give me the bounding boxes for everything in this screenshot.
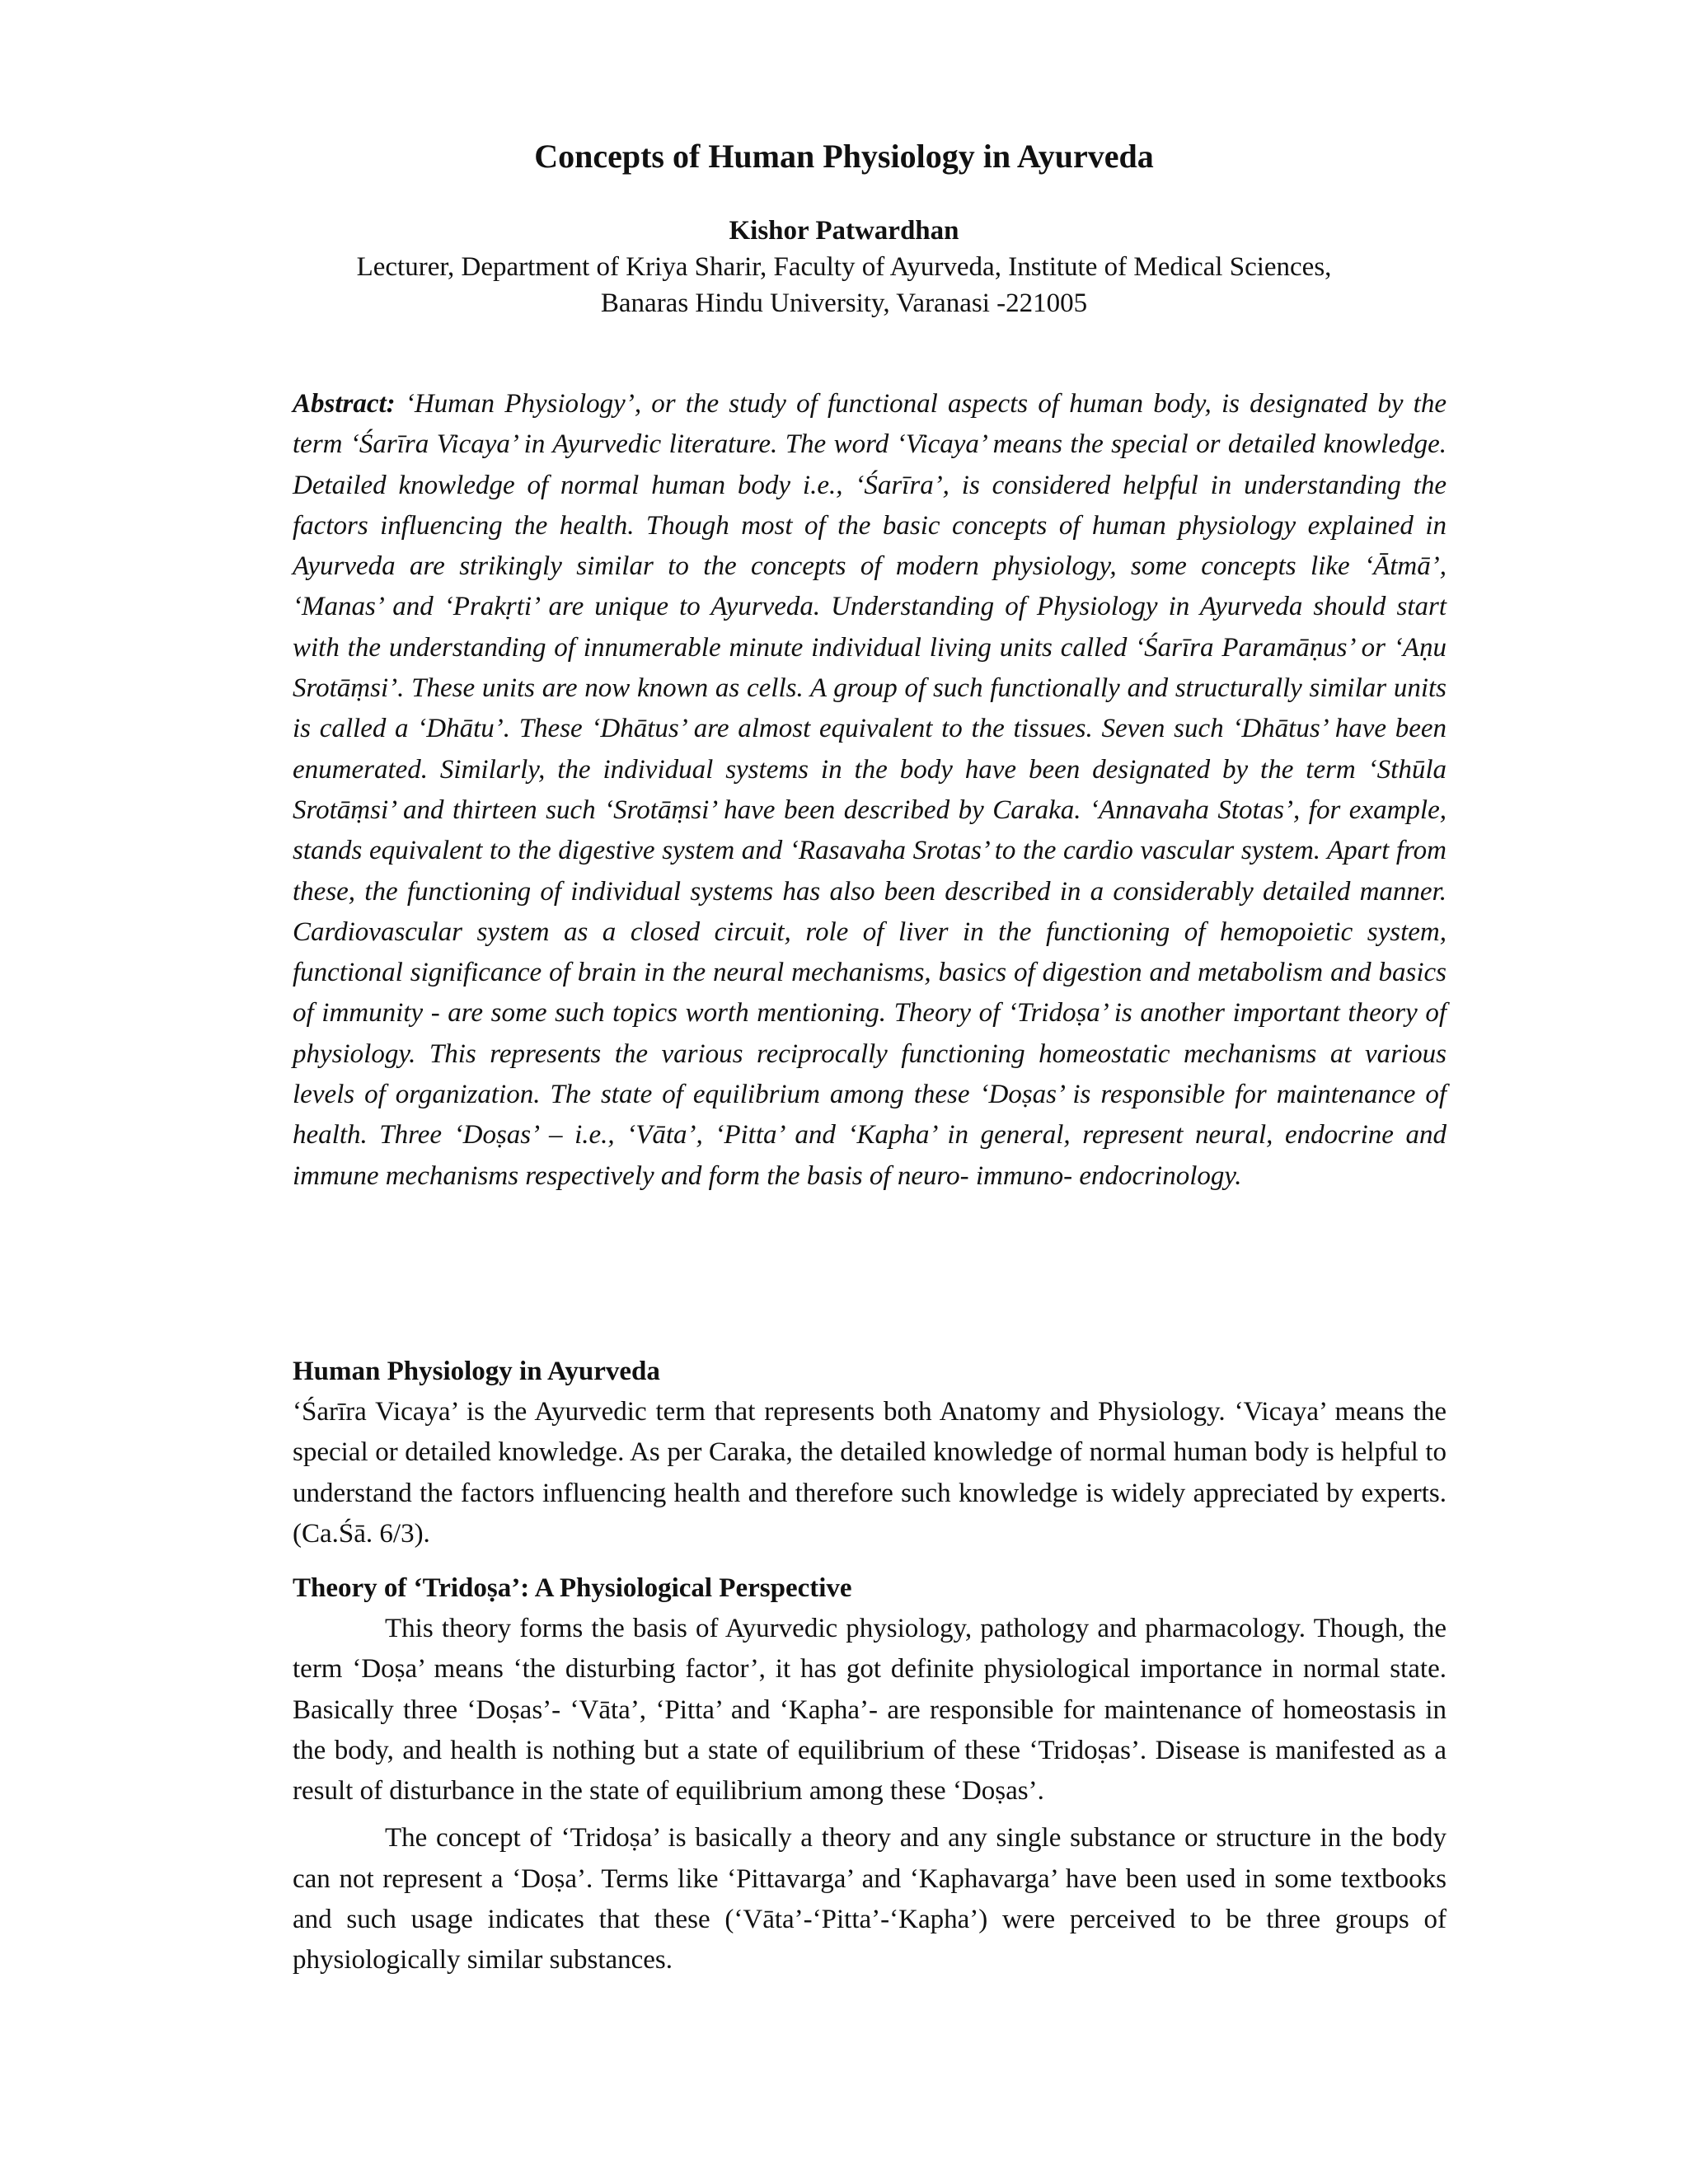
affiliation-line-1: Lecturer, Department of Kriya Sharir, Faculty of Ayurveda, Institute of Medical Sciences, [356,252,1332,282]
document-title: Concepts of Human Physiology in Ayurveda [534,138,1154,175]
abstract-label: Abstract: [293,389,396,419]
abstract-text: ‘Human Physiology’, or the study of functional aspects of human body, is designated by the term ‘Śarīra Vicaya’ in Ayurvedic literature. The word ‘Vicaya’ means the special or detailed knowledge. Detailed knowledge of normal human body i.e., ‘Śarīra’, is considered helpful in understanding the factors influencing the health. Though most of the basic concepts of human physiology explained in Ayurveda are strikingly similar to the concepts of modern physiology, some concepts like ‘Ātmā’, ‘Manas’ and ‘Prakṛti’ are unique to Ayurveda. Understanding of Physiology in Ayurveda should start with the understanding of innumerable minute individual living units called ‘Śarīra Paramāṇus’ or ‘Aṇu Srotāṃsi’. These units are now known as cells. A group of such functionally and structurally similar units is called a ‘Dhātu’. These ‘Dhātus’ are almost equivalent to the tissues. Seven such ‘Dhātus’ have been enumerated. Similarly, the individual systems in the body have been designated by the term ‘Sthūla Srotāṃsi’ and thirteen such ‘Srotāṃsi’ have been described by Caraka. ‘Annavaha Stotas’, for example, stands equivalent to the digestive system and ‘Rasavaha Srotas’ to the cardio vascular system. Apart from these, the functioning of individual systems has also been described in a considerably detailed manner. Cardiovascular system as a closed circuit, role of liver in the functioning of hemopoietic system, functional significance of brain in the neural mechanisms, basics of digestion and metabolism and basics of immunity - are some such topics worth mentioning. Theory of ‘Tridoṣa’ is another important theory of physiology. This represents the various reciprocally functioning homeostatic mechanisms at various levels of organization. The state of equilibrium among these ‘Doṣas’ is responsible for maintenance of health. Three ‘Doṣas’ – i.e., ‘Vāta’, ‘Pitta’ and ‘Kapha’ in general, represent neural, endocrine and immune mechanisms respectively and form the basis of neuro- immuno- endocrinology. [293,389,1447,1191]
affiliation-line-2: Banaras Hindu University, Varanasi -221005 [600,288,1088,318]
abstract [293,384,1447,1197]
section-heading: Human Physiology in Ayurveda [293,1357,660,1386]
section-tridosa-theory [293,1568,1447,1981]
author-name: Kishor Patwardhan [729,216,959,246]
section-paragraph: The concept of ‘Tridoṣa’ is basically a theory and any single substance or structure in the body can not represent a ‘Doṣa’. Terms like ‘Pittavarga’ and ‘Kaphavarga’ have been used in some textbooks and such usage indicates that these (‘Vāta’-‘Pitta’-‘Kapha’) were perceived to be three groups of physiologically similar substances. [293,1823,1447,1975]
section-heading: Theory of ‘Tridoṣa’: A Physiological Perspective [293,1573,852,1603]
section-human-physiology [293,1352,1447,1554]
section-paragraph: This theory forms the basis of Ayurvedic physiology, pathology and pharmacology. Though, the term ‘Doṣa’ means ‘the disturbing factor’, it has got definite physiological importance in normal state. Basically three ‘Doṣas’- ‘Vāta’, ‘Pitta’ and ‘Kapha’- are responsible for maintenance of homeostasis in the body, and health is nothing but a state of equilibrium of these ‘Tridoṣas’. Disease is manifested as a result of disturbance in the state of equilibrium among these ‘Doṣas’. [293,1614,1447,1807]
author-block [0,213,1688,321]
section-paragraph: ‘Śarīra Vicaya’ is the Ayurvedic term that represents both Anatomy and Physiology. ‘Vicaya’ means the special or detailed knowledge. As per Caraka, the detailed knowledge of normal human body is helpful to understand the factors influencing health and therefore such knowledge is widely appreciated by experts. (Ca.Śā. 6/3). [293,1397,1447,1549]
